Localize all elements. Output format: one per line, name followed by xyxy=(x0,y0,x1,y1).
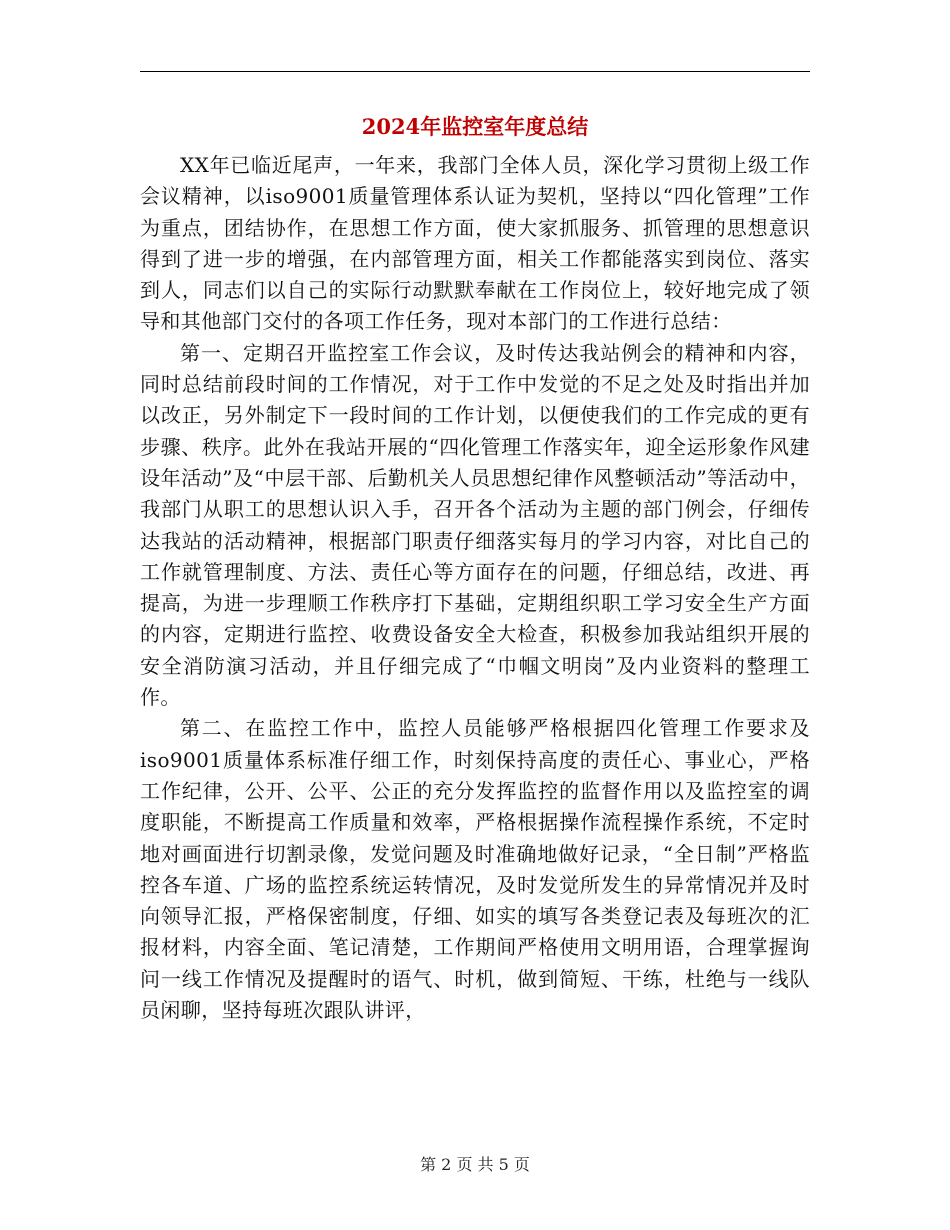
header-rule xyxy=(140,71,810,72)
paragraph-second: 第二、在监控工作中，监控人员能够严格根据四化管理工作要求及iso9001质量体系标准仔细工作，时刻保持高度的责任心、事业心，严格工作纪律，公开、公平、公正的充分发挥监控的监督作用以及监控室的调度职能，不断提高工作质量和效率，严格根据操作流程操作系统，不定时地对画面进行切割录像，发觉问题及时准确地做好记录，“全日制”严格监控各车道、广场的监控系统运转情况，及时发觉所发生的异常情况并及时向领导汇报，严格保密制度，仔细、如实的填写各类登记表及每班次的汇报材料，内容全面、笔记清楚，工作期间严格使用文明用语，合理掌握询问一线工作情况及提醒时的语气、时机，做到简短、干练，杜绝与一线队员闲聊，坚持每班次跟队讲评， xyxy=(140,716,810,1023)
document-body xyxy=(140,150,810,1026)
page-number: 第 2 页 共 5 页 xyxy=(420,1155,530,1174)
document-title: 2024年监控室年度总结 xyxy=(361,114,589,139)
paragraph-first: 第一、定期召开监控室工作会议，及时传达我站例会的精神和内容，同时总结前段时间的工作情况，对于工作中发觉的不足之处及时指出并加以改正，另外制定下一段时间的工作计划，以便使我们的工作完成的更有步骤、秩序。此外在我站开展的“四化管理工作落实年，迎全运形象作风建设年活动”及“中层干部、后勤机关人员思想纪律作风整顿活动”等活动中，我部门从职工的思想认识入手，召开各个活动为主题的部门例会，仔细传达我站的活动精神，根据部门职责仔细落实每月的学习内容，对比自己的工作就管理制度、方法、责任心等方面存在的问题，仔细总结，改进、再提高，为进一步理顺工作秩序打下基础，定期组织职工学习安全生产方面的内容，定期进行监控、收费设备安全大检查，积极参加我站组织开展的安全消防演习活动，并且仔细完成了“巾帼文明岗”及内业资料的整理工作。 xyxy=(140,340,810,710)
paragraph-intro: XX年已临近尾声，一年来，我部门全体人员，深化学习贯彻上级工作会议精神，以iso9001质量管理体系认证为契机，坚持以“四化管理”工作为重点，团结协作，在思想工作方面，使大家抓服务、抓管理的思想意识得到了进一步的增强，在内部管理方面，相关工作都能落实到岗位、落实到人，同志们以自己的实际行动默默奉献在工作岗位上，较好地完成了领导和其他部门交付的各项工作任务，现对本部门的工作进行总结： xyxy=(140,153,810,334)
